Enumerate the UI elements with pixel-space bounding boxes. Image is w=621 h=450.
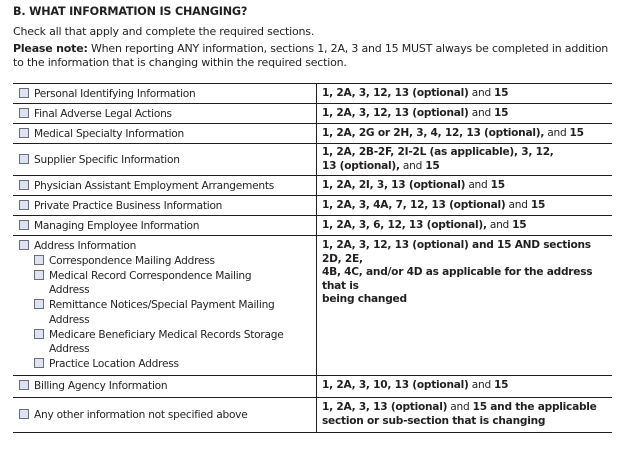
row-label: Final Adverse Legal Actions bbox=[34, 107, 172, 120]
req-sections-end: 15 bbox=[490, 178, 505, 191]
checkbox-final-adverse[interactable] bbox=[19, 108, 29, 118]
table-row bbox=[13, 84, 612, 104]
table-row-address bbox=[13, 236, 612, 376]
req-sections-end: 15 bbox=[494, 86, 509, 99]
req-sections-end: 15 bbox=[569, 126, 584, 139]
required-sections bbox=[317, 144, 613, 176]
required-sections bbox=[317, 196, 613, 216]
row-label: Supplier Specific Information bbox=[34, 153, 180, 166]
req-sections-end: 15 bbox=[494, 106, 509, 119]
req-sections: 1, 2A, 3, 10, 13 (optional) bbox=[322, 379, 469, 392]
req-sections: 1, 2A, 3, 13 (optional) bbox=[322, 401, 448, 414]
table-row bbox=[13, 124, 612, 144]
required-sections bbox=[317, 216, 613, 236]
row-label: Private Practice Business Information bbox=[34, 199, 223, 212]
checkbox-correspondence-mailing[interactable] bbox=[34, 255, 44, 265]
req-and: and bbox=[505, 198, 531, 211]
table-row bbox=[13, 144, 612, 176]
req-sections-end: 15 bbox=[512, 218, 527, 231]
req-and: and bbox=[468, 379, 495, 392]
checkbox-address-information[interactable] bbox=[19, 240, 29, 250]
req-sections: 1, 2A, 2I, 3, 13 (optional) bbox=[322, 178, 466, 191]
req-line: 4B, 4C, and/or 4D as applicable for the address that is bbox=[322, 266, 593, 292]
row-label: Physician Assistant Employment Arrangements bbox=[34, 179, 275, 192]
req-sections: 1, 2A, 3, 6, 12, 13 (optional), bbox=[322, 218, 487, 231]
sub-label: Medicare Beneficiary Medical Records Storage bbox=[49, 328, 284, 341]
row-label: Personal Identifying Information bbox=[34, 87, 196, 100]
table-row bbox=[13, 196, 612, 216]
section-title: B. WHAT INFORMATION IS CHANGING? bbox=[13, 5, 248, 18]
note-text bbox=[13, 42, 608, 70]
req-sections-end: 15 bbox=[530, 198, 546, 211]
sub-label: Medical Record Correspondence Mailing bbox=[49, 269, 252, 282]
checkbox-managing-employee[interactable] bbox=[19, 220, 29, 230]
sub-label: Correspondence Mailing Address bbox=[49, 255, 215, 267]
checkbox-supplier-specific[interactable] bbox=[19, 154, 29, 164]
address-sub-options bbox=[19, 254, 316, 372]
table-row bbox=[13, 397, 612, 432]
checkbox-medicare-beneficiary-storage[interactable] bbox=[34, 329, 44, 339]
req-and: and bbox=[447, 401, 473, 414]
req-sections-end: 15 and the applicable bbox=[472, 401, 597, 414]
sub-label-cont: Address bbox=[49, 313, 90, 326]
required-sections bbox=[317, 124, 613, 144]
table-row bbox=[13, 176, 612, 196]
checkbox-remittance-notices[interactable] bbox=[34, 299, 44, 309]
instruction-text: Check all that apply and complete the required sections. bbox=[13, 25, 315, 38]
checkbox-personal-identifying[interactable] bbox=[19, 88, 29, 98]
req-and: and bbox=[486, 218, 513, 231]
req-sections-cont: 13 (optional), bbox=[322, 159, 400, 172]
req-sections-end: 15 bbox=[425, 159, 440, 172]
req-and: and bbox=[468, 86, 495, 99]
checkbox-physician-assistant[interactable] bbox=[19, 180, 29, 190]
req-and: and bbox=[465, 178, 491, 191]
sub-label: Practice Location Address bbox=[49, 357, 179, 370]
checkbox-medical-record-correspondence[interactable] bbox=[34, 270, 44, 280]
row-label: Managing Employee Information bbox=[34, 219, 200, 232]
note-label: Please note: bbox=[13, 42, 88, 55]
req-sections: 1, 2A, 3, 4A, 7, 12, 13 (optional) bbox=[322, 198, 506, 211]
req-line: 1, 2A, 3, 12, 13 (optional) and 15 AND sections 2D, 2E, bbox=[322, 239, 591, 265]
table-row bbox=[13, 216, 612, 236]
table-row bbox=[13, 375, 612, 397]
checkbox-practice-location[interactable] bbox=[34, 358, 44, 368]
row-label: Billing Agency Information bbox=[34, 380, 168, 393]
sub-label: Remittance Notices/Special Payment Mailing bbox=[49, 299, 275, 312]
required-sections bbox=[317, 397, 613, 432]
table-row bbox=[13, 104, 612, 124]
req-sections-end: 15 bbox=[494, 379, 509, 392]
req-and: and bbox=[468, 106, 495, 119]
required-sections bbox=[317, 375, 613, 397]
required-sections bbox=[317, 176, 613, 196]
checkbox-any-other[interactable] bbox=[19, 409, 29, 419]
row-label: Medical Specialty Information bbox=[34, 127, 184, 140]
required-sections bbox=[317, 84, 613, 104]
req-sections: 1, 2A, 2B-2F, 2I-2L (as applicable), 3, 12, bbox=[322, 146, 554, 158]
req-and: and bbox=[399, 159, 426, 172]
required-sections bbox=[317, 236, 613, 376]
sub-label-cont: Address bbox=[49, 343, 90, 356]
note-body: When reporting ANY information, sections 1, 2A, 3 and 15 MUST always be completed in addition to the information that is changing within the required section. bbox=[13, 42, 609, 69]
checkbox-medical-specialty[interactable] bbox=[19, 128, 29, 138]
required-sections bbox=[317, 104, 613, 124]
sub-label-cont: Address bbox=[49, 284, 90, 297]
req-sections-cont: section or sub-section that is changing bbox=[322, 414, 546, 427]
checkbox-billing-agency[interactable] bbox=[19, 380, 29, 390]
changes-table bbox=[13, 83, 612, 433]
req-sections: 1, 2A, 3, 12, 13 (optional) bbox=[322, 106, 469, 119]
req-line: being changed bbox=[322, 293, 407, 305]
row-label: Any other information not specified above bbox=[34, 408, 248, 421]
checkbox-private-practice[interactable] bbox=[19, 200, 29, 210]
row-label: Address Information bbox=[34, 240, 137, 252]
req-and: and bbox=[544, 126, 570, 139]
req-sections: 1, 2A, 2G or 2H, 3, 4, 12, 13 (optional), bbox=[322, 126, 545, 139]
req-sections: 1, 2A, 3, 12, 13 (optional) bbox=[322, 86, 469, 99]
